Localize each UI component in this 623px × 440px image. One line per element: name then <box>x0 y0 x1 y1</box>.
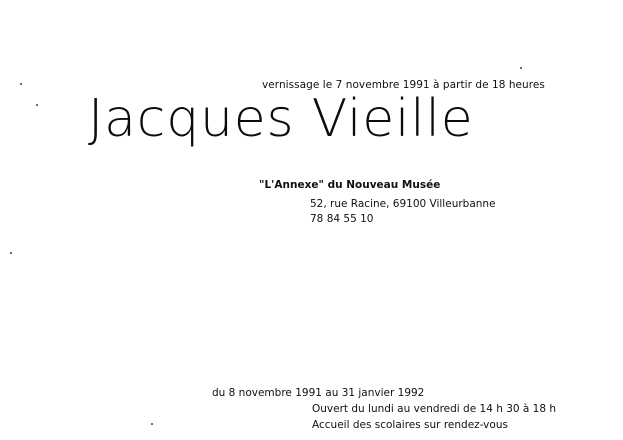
venue-address: 52, rue Racine, 69100 Villeurbanne <box>310 198 496 210</box>
scan-speck <box>36 104 38 106</box>
scan-speck <box>151 423 153 425</box>
exhibition-dates: du 8 novembre 1991 au 31 janvier 1992 <box>212 387 425 399</box>
scan-speck <box>520 67 522 69</box>
venue-phone: 78 84 55 10 <box>310 213 374 225</box>
venue-name: "L'Annexe" du Nouveau Musée <box>259 179 441 191</box>
scan-speck <box>20 83 22 85</box>
opening-text: vernissage le 7 novembre 1991 à partir de 18 heures <box>262 79 545 91</box>
artist-name: Jacques Vieille <box>88 89 474 149</box>
opening-hours: Ouvert du lundi au vendredi de 14 h 30 à 18 h <box>312 403 557 415</box>
school-visits-note: Accueil des scolaires sur rendez-vous <box>312 419 508 431</box>
scan-speck <box>10 252 12 254</box>
